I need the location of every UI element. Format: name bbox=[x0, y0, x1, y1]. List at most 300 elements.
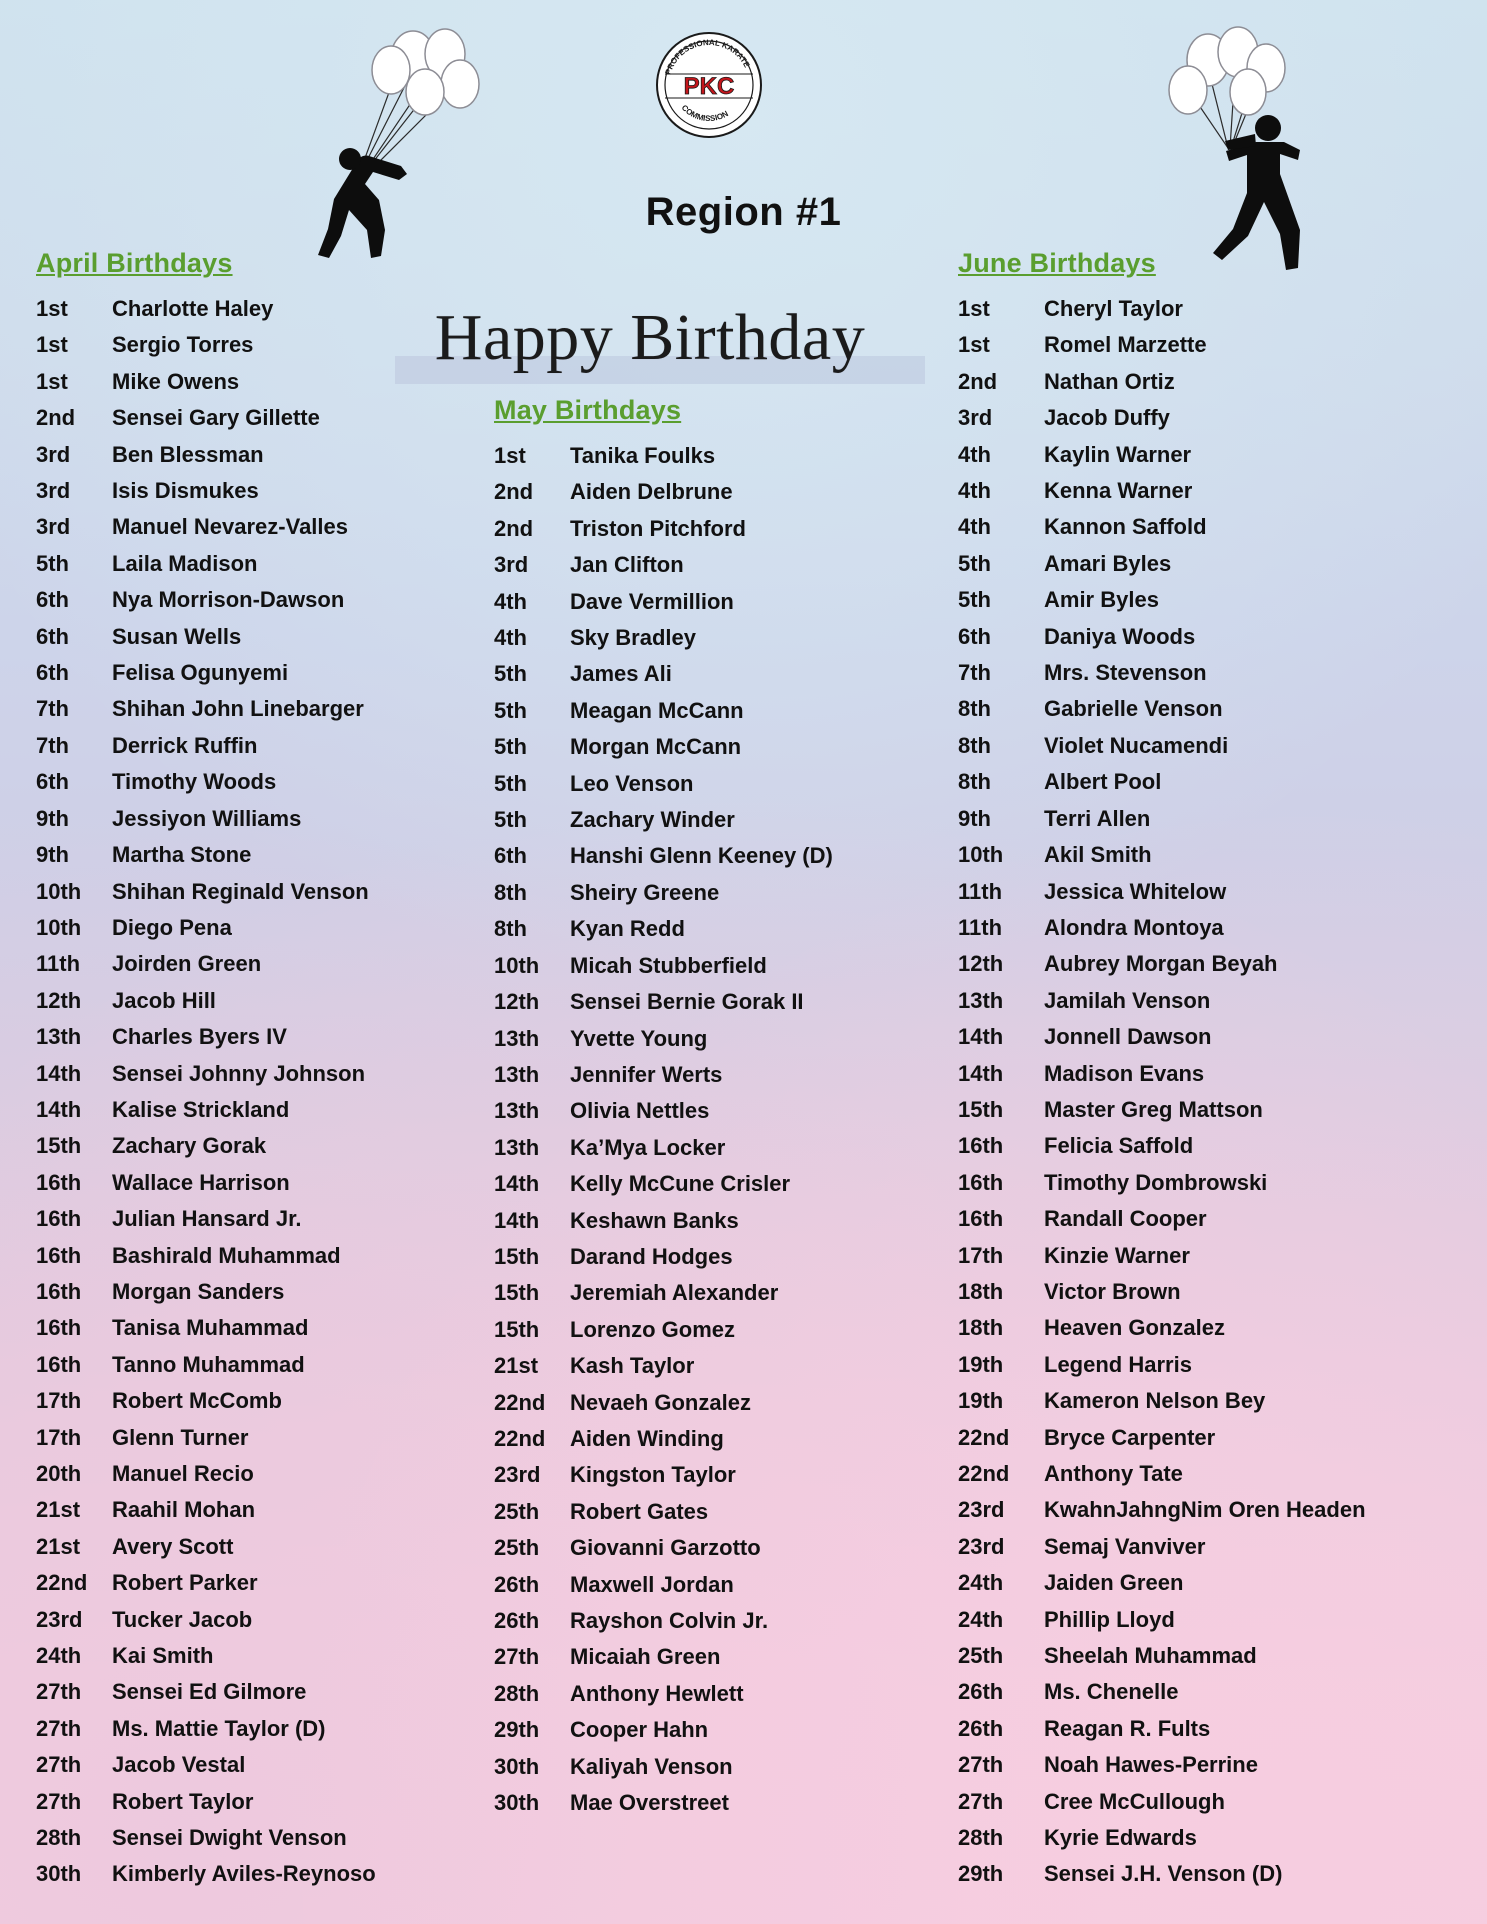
birthday-name: Legend Harris bbox=[1044, 1351, 1192, 1377]
birthday-entry bbox=[958, 509, 1478, 545]
birthday-name: Leo Venson bbox=[570, 770, 694, 796]
birthday-name: Ka’Mya Locker bbox=[570, 1134, 726, 1160]
birthday-name: Sergio Torres bbox=[112, 332, 254, 358]
birthday-day: 10th bbox=[958, 842, 1004, 868]
birthday-day: 2nd bbox=[494, 515, 534, 541]
birthday-name: Charles Byers IV bbox=[112, 1024, 287, 1050]
birthday-day: 12th bbox=[36, 987, 82, 1013]
birthday-day: 13th bbox=[958, 987, 1004, 1013]
birthday-name: Diego Pena bbox=[112, 914, 232, 940]
birthday-entry bbox=[36, 1347, 506, 1383]
column-may bbox=[494, 395, 964, 1821]
birthday-day: 11th bbox=[958, 914, 1003, 940]
birthday-day: 10th bbox=[36, 914, 82, 940]
birthday-day: 8th bbox=[494, 916, 527, 942]
birthday-day: 11th bbox=[36, 951, 81, 977]
birthday-name: Charlotte Haley bbox=[112, 296, 274, 321]
birthday-entry bbox=[958, 1201, 1478, 1237]
pkc-logo-icon bbox=[639, 30, 779, 140]
birthday-day: 9th bbox=[36, 805, 69, 831]
birthday-day: 2nd bbox=[494, 479, 534, 505]
birthday-entry bbox=[494, 474, 964, 510]
birthday-entry bbox=[494, 1712, 964, 1748]
birthday-entry bbox=[494, 656, 964, 692]
birthday-entry bbox=[36, 1456, 506, 1492]
birthday-entry bbox=[36, 874, 506, 910]
birthday-entry bbox=[958, 1492, 1478, 1528]
birthday-day: 16th bbox=[36, 1242, 82, 1268]
birthday-day: 7th bbox=[36, 732, 69, 758]
birthday-day: 5th bbox=[494, 697, 527, 723]
birthday-day: 15th bbox=[36, 1133, 82, 1159]
birthday-day: 13th bbox=[494, 1025, 540, 1051]
column-april bbox=[36, 248, 506, 1893]
birthday-entry bbox=[36, 728, 506, 764]
birthday-entry bbox=[958, 1420, 1478, 1456]
birthday-name: Joirden Green bbox=[112, 951, 262, 977]
birthday-entry bbox=[494, 984, 964, 1020]
birthday-name: Randall Cooper bbox=[1044, 1206, 1207, 1232]
birthday-name: Noah Hawes-Perrine bbox=[1044, 1752, 1258, 1778]
birthday-entry bbox=[36, 1529, 506, 1565]
birthday-name: Maxwell Jordan bbox=[570, 1571, 734, 1597]
birthday-name: Rayshon Colvin Jr. bbox=[570, 1608, 769, 1633]
birthday-entry bbox=[36, 1565, 506, 1601]
birthday-day: 4th bbox=[958, 441, 991, 467]
birthday-entry bbox=[958, 946, 1478, 982]
column-heading-april: April Birthdays bbox=[36, 248, 233, 278]
birthday-name: Anthony Tate bbox=[1044, 1461, 1183, 1486]
birthday-name: Sensei Gary Gillette bbox=[112, 405, 320, 431]
birthday-entry bbox=[36, 619, 506, 655]
birthday-entry bbox=[494, 1421, 964, 1457]
birthday-entry bbox=[36, 1784, 506, 1820]
birthday-name: Heaven Gonzalez bbox=[1044, 1315, 1225, 1341]
birthday-day: 25th bbox=[958, 1643, 1004, 1669]
birthday-name: Kash Taylor bbox=[570, 1353, 695, 1379]
birthday-name: Jessica Whitelow bbox=[1044, 878, 1227, 904]
birthday-entry bbox=[958, 983, 1478, 1019]
birthday-entry bbox=[958, 910, 1478, 946]
birthday-entry bbox=[958, 764, 1478, 800]
birthday-entry bbox=[36, 946, 506, 982]
birthday-entry bbox=[36, 655, 506, 691]
birthday-entry bbox=[494, 766, 964, 802]
birthday-entry bbox=[36, 1747, 506, 1783]
birthday-name: Jaiden Green bbox=[1044, 1570, 1184, 1596]
birthday-entry bbox=[36, 1674, 506, 1710]
birthday-entry bbox=[958, 1529, 1478, 1565]
birthday-name: Cree McCullough bbox=[1044, 1788, 1225, 1814]
birthday-entry bbox=[958, 801, 1478, 837]
birthday-day: 26th bbox=[494, 1571, 540, 1597]
birthday-name: Keshawn Banks bbox=[570, 1207, 739, 1233]
birthday-name: Sheelah Muhammad bbox=[1044, 1643, 1257, 1669]
column-heading-june: June Birthdays bbox=[958, 248, 1156, 278]
birthday-entry bbox=[494, 438, 964, 474]
birthday-name: Felisa Ogunyemi bbox=[112, 660, 289, 686]
birthday-day: 9th bbox=[36, 842, 69, 868]
birthday-entry bbox=[958, 837, 1478, 873]
birthday-name: Terri Allen bbox=[1044, 805, 1151, 831]
birthday-day: 15th bbox=[494, 1243, 540, 1269]
birthday-day: 6th bbox=[36, 769, 69, 795]
birthday-name: Alondra Montoya bbox=[1044, 914, 1224, 940]
birthday-entry bbox=[494, 1348, 964, 1384]
birthday-entry bbox=[36, 1056, 506, 1092]
birthday-name: Kameron Nelson Bey bbox=[1044, 1388, 1266, 1414]
birthday-day: 27th bbox=[36, 1788, 82, 1814]
birthday-name: Sensei Johnny Johnson bbox=[112, 1060, 366, 1086]
birthday-entry bbox=[494, 1021, 964, 1057]
birthday-day: 16th bbox=[36, 1278, 82, 1304]
birthday-name: Kai Smith bbox=[112, 1643, 214, 1669]
birthday-day: 3rd bbox=[958, 405, 993, 431]
birthday-entry bbox=[36, 1492, 506, 1528]
birthday-day: 22nd bbox=[958, 1424, 1010, 1450]
birthday-day: 14th bbox=[36, 1060, 82, 1086]
birthday-entry bbox=[36, 473, 506, 509]
birthday-name: Tanika Foulks bbox=[570, 443, 716, 468]
svg-text:COMMISSION: COMMISSION bbox=[679, 103, 730, 124]
birthday-entry bbox=[958, 1784, 1478, 1820]
birthday-entry bbox=[36, 364, 506, 400]
birthday-entry bbox=[494, 1494, 964, 1530]
birthday-day: 4th bbox=[958, 478, 991, 504]
birthday-day: 22nd bbox=[958, 1461, 1010, 1486]
birthday-day: 6th bbox=[36, 660, 69, 686]
birthday-entry bbox=[494, 729, 964, 765]
birthday-day: 23rd bbox=[958, 1533, 1005, 1559]
birthday-entry bbox=[494, 802, 964, 838]
birthday-name: KwahnJahngNim Oren Headen bbox=[1044, 1497, 1366, 1523]
birthday-day: 15th bbox=[958, 1096, 1004, 1122]
happy-birthday-heading: Happy Birthday bbox=[434, 301, 866, 374]
birthday-name: Jacob Duffy bbox=[1044, 405, 1170, 431]
birthday-entry bbox=[958, 1711, 1478, 1747]
birthday-day: 3rd bbox=[36, 441, 71, 467]
birthday-name: Zachary Winder bbox=[570, 807, 735, 833]
birthday-name: Ms. Chenelle bbox=[1044, 1679, 1179, 1705]
birthday-entry bbox=[958, 1674, 1478, 1710]
birthday-entry bbox=[36, 1638, 506, 1674]
birthday-entry bbox=[36, 1420, 506, 1456]
birthday-day: 10th bbox=[36, 878, 82, 904]
birthday-day: 6th bbox=[958, 623, 991, 649]
birthday-day: 2nd bbox=[36, 405, 76, 431]
birthday-day: 1st bbox=[36, 368, 68, 394]
birthday-entry bbox=[36, 437, 506, 473]
birthday-name: Timothy Woods bbox=[112, 769, 277, 795]
birthday-day: 9th bbox=[958, 805, 991, 831]
entry-list-may bbox=[494, 438, 964, 1821]
birthday-name: Derrick Ruffin bbox=[112, 732, 258, 758]
birthday-entry bbox=[494, 620, 964, 656]
birthday-entry bbox=[958, 1856, 1478, 1892]
birthday-day: 16th bbox=[36, 1351, 82, 1377]
birthday-entry bbox=[958, 1602, 1478, 1638]
birthday-name: Master Greg Mattson bbox=[1044, 1096, 1263, 1122]
birthday-entry bbox=[494, 1749, 964, 1785]
birthday-day: 18th bbox=[958, 1278, 1004, 1304]
birthday-day: 2nd bbox=[958, 368, 998, 394]
birthday-name: Shihan John Linebarger bbox=[112, 696, 364, 722]
birthday-name: Zachary Gorak bbox=[112, 1133, 267, 1159]
birthday-name: Sensei J.H. Venson (D) bbox=[1044, 1861, 1283, 1887]
birthday-entry bbox=[36, 1310, 506, 1346]
birthday-name: Micah Stubberfield bbox=[570, 952, 767, 978]
birthday-entry bbox=[958, 364, 1478, 400]
birthday-entry bbox=[494, 1639, 964, 1675]
birthday-name: Kaliyah Venson bbox=[570, 1753, 733, 1779]
birthday-day: 8th bbox=[958, 769, 991, 795]
birthday-day: 4th bbox=[494, 588, 527, 614]
birthday-day: 17th bbox=[36, 1388, 82, 1414]
entry-list-april bbox=[36, 291, 506, 1893]
birthday-name: Triston Pitchford bbox=[570, 515, 746, 541]
birthday-day: 12th bbox=[494, 989, 540, 1015]
birthday-day: 5th bbox=[36, 550, 69, 576]
birthday-day: 14th bbox=[958, 1024, 1004, 1050]
birthday-day: 8th bbox=[958, 732, 991, 758]
entry-list-june bbox=[958, 291, 1478, 1893]
birthday-day: 7th bbox=[36, 696, 69, 722]
birthday-day: 11th bbox=[958, 878, 1003, 904]
svg-text:PKC: PKC bbox=[683, 73, 735, 100]
birthday-day: 21st bbox=[494, 1353, 539, 1379]
birthday-name: Kaylin Warner bbox=[1044, 441, 1192, 467]
birthday-entry bbox=[36, 1711, 506, 1747]
birthday-day: 16th bbox=[36, 1206, 82, 1232]
birthday-day: 10th bbox=[494, 952, 540, 978]
birthday-entry bbox=[958, 1310, 1478, 1346]
birthday-entry bbox=[36, 1383, 506, 1419]
birthday-entry bbox=[36, 1820, 506, 1856]
birthday-entry bbox=[494, 1166, 964, 1202]
birthday-day: 21st bbox=[36, 1497, 81, 1523]
birthday-entry bbox=[36, 837, 506, 873]
birthday-name: Manuel Recio bbox=[112, 1461, 254, 1486]
birthday-day: 19th bbox=[958, 1351, 1004, 1377]
birthday-entry bbox=[494, 948, 964, 984]
birthday-entry bbox=[36, 1602, 506, 1638]
birthday-name: Tucker Jacob bbox=[112, 1606, 253, 1632]
birthday-name: James Ali bbox=[570, 661, 672, 687]
birthday-name: Tanno Muhammad bbox=[112, 1351, 305, 1377]
birthday-day: 17th bbox=[958, 1242, 1004, 1268]
birthday-entry bbox=[36, 509, 506, 545]
birthday-day: 23rd bbox=[494, 1462, 541, 1488]
birthday-day: 27th bbox=[958, 1752, 1004, 1778]
birthday-entry bbox=[494, 1785, 964, 1821]
birthday-day: 27th bbox=[494, 1644, 540, 1670]
birthday-name: Micaiah Green bbox=[570, 1644, 721, 1670]
birthday-day: 18th bbox=[958, 1315, 1004, 1341]
birthday-entry bbox=[36, 1201, 506, 1237]
birthday-entry bbox=[494, 547, 964, 583]
birthday-day: 16th bbox=[36, 1169, 82, 1195]
birthday-day: 29th bbox=[958, 1861, 1004, 1887]
birthday-name: Bashirald Muhammad bbox=[112, 1242, 341, 1268]
birthday-day: 3rd bbox=[494, 552, 529, 578]
birthday-day: 28th bbox=[958, 1825, 1004, 1851]
birthday-entry bbox=[958, 728, 1478, 764]
birthday-entry bbox=[958, 1128, 1478, 1164]
birthday-name: Timothy Dombrowski bbox=[1044, 1169, 1268, 1195]
page-title: Region #1 bbox=[645, 190, 842, 234]
column-june bbox=[958, 248, 1478, 1893]
birthday-day: 1st bbox=[36, 332, 68, 358]
birthday-day: 14th bbox=[494, 1207, 540, 1233]
birthday-entry bbox=[494, 1676, 964, 1712]
birthday-name: Jessiyon Williams bbox=[112, 805, 302, 831]
birthday-name: Nathan Ortiz bbox=[1044, 368, 1175, 394]
birthday-day: 23rd bbox=[958, 1497, 1005, 1523]
birthday-name: Amari Byles bbox=[1044, 550, 1172, 576]
svg-text:PROFESSIONAL KARATE: PROFESSIONAL KARATE bbox=[663, 37, 752, 76]
birthday-day: 3rd bbox=[36, 478, 71, 504]
birthday-name: Jamilah Venson bbox=[1044, 987, 1211, 1013]
birthday-day: 13th bbox=[494, 1098, 540, 1124]
birthday-name: Jan Clifton bbox=[570, 552, 684, 578]
birthday-entry bbox=[958, 1347, 1478, 1383]
birthday-entry bbox=[494, 511, 964, 547]
birthday-name: Kenna Warner bbox=[1044, 478, 1193, 504]
birthday-entry bbox=[494, 1385, 964, 1421]
birthday-day: 8th bbox=[494, 879, 527, 905]
birthday-entry bbox=[494, 1603, 964, 1639]
birthday-entry bbox=[494, 1312, 964, 1348]
birthday-day: 16th bbox=[958, 1169, 1004, 1195]
birthday-name: Jonnell Dawson bbox=[1044, 1024, 1212, 1050]
birthday-name: Semaj Vanviver bbox=[1044, 1533, 1206, 1559]
birthday-name: Sensei Bernie Gorak II bbox=[570, 989, 804, 1015]
birthday-entry bbox=[958, 1747, 1478, 1783]
birthday-entry bbox=[36, 291, 506, 327]
birthday-day: 26th bbox=[958, 1715, 1004, 1741]
birthday-day: 24th bbox=[36, 1643, 82, 1669]
birthday-name: Morgan Sanders bbox=[112, 1278, 285, 1304]
birthday-day: 21st bbox=[36, 1533, 81, 1559]
birthday-day: 15th bbox=[494, 1280, 540, 1306]
birthday-entry bbox=[494, 838, 964, 874]
birthday-entry bbox=[958, 400, 1478, 436]
birthday-name: Kimberly Aviles-Reynoso bbox=[112, 1861, 376, 1887]
birthday-name: Daniya Woods bbox=[1044, 623, 1196, 649]
birthday-name: Jennifer Werts bbox=[570, 1061, 723, 1087]
birthday-name: Sheiry Greene bbox=[570, 879, 720, 905]
column-heading-may: May Birthdays bbox=[494, 395, 682, 425]
birthday-day: 16th bbox=[958, 1133, 1004, 1159]
birthday-entry bbox=[494, 1275, 964, 1311]
birthday-entry bbox=[958, 582, 1478, 618]
birthday-entry bbox=[958, 691, 1478, 727]
birthday-day: 4th bbox=[958, 514, 991, 540]
birthday-day: 25th bbox=[494, 1535, 540, 1561]
birthday-day: 12th bbox=[958, 951, 1004, 977]
birthday-entry bbox=[494, 1057, 964, 1093]
birthday-entry bbox=[958, 1019, 1478, 1055]
birthday-day: 1st bbox=[36, 296, 68, 321]
birthday-entry bbox=[36, 1092, 506, 1128]
birthday-entry bbox=[36, 546, 506, 582]
birthday-entry bbox=[958, 1456, 1478, 1492]
birthday-day: 6th bbox=[36, 587, 69, 613]
birthday-name: Kinzie Warner bbox=[1044, 1242, 1190, 1268]
birthday-day: 22nd bbox=[494, 1425, 546, 1451]
birthday-name: Mrs. Stevenson bbox=[1044, 660, 1207, 686]
birthday-entry bbox=[958, 473, 1478, 509]
birthday-name: Robert Taylor bbox=[112, 1788, 254, 1814]
birthday-entry bbox=[958, 546, 1478, 582]
birthday-day: 27th bbox=[36, 1679, 82, 1705]
birthday-entry bbox=[36, 910, 506, 946]
birthday-name: Manuel Nevarez-Valles bbox=[112, 514, 349, 540]
birthday-entry bbox=[494, 911, 964, 947]
birthday-entry bbox=[958, 1638, 1478, 1674]
birthday-day: 7th bbox=[958, 660, 991, 686]
birthday-name: Madison Evans bbox=[1044, 1060, 1205, 1086]
birthday-day: 5th bbox=[494, 661, 527, 687]
birthday-day: 5th bbox=[494, 770, 527, 796]
birthday-entry bbox=[958, 1274, 1478, 1310]
birthday-name: Jeremiah Alexander bbox=[570, 1280, 779, 1306]
birthday-day: 19th bbox=[958, 1388, 1004, 1414]
birthday-day: 20th bbox=[36, 1461, 82, 1486]
birthday-day: 22nd bbox=[494, 1389, 546, 1415]
birthday-entry bbox=[494, 1203, 964, 1239]
birthday-day: 22nd bbox=[36, 1570, 88, 1596]
birthday-day: 1st bbox=[958, 332, 990, 358]
birthday-entry bbox=[36, 400, 506, 436]
birthday-entry bbox=[36, 691, 506, 727]
birthday-entry bbox=[958, 291, 1478, 327]
birthday-name: Kyrie Edwards bbox=[1044, 1825, 1197, 1851]
birthday-name: Akil Smith bbox=[1044, 842, 1152, 868]
birthday-entry bbox=[958, 655, 1478, 691]
birthday-name: Raahil Mohan bbox=[112, 1497, 256, 1523]
birthday-day: 13th bbox=[36, 1024, 82, 1050]
birthday-name: Victor Brown bbox=[1044, 1278, 1181, 1304]
birthday-name: Violet Nucamendi bbox=[1044, 732, 1229, 758]
birthday-name: Aubrey Morgan Beyah bbox=[1044, 951, 1278, 977]
birthday-day: 8th bbox=[958, 696, 991, 722]
birthday-name: Cooper Hahn bbox=[570, 1717, 709, 1743]
birthday-name: Robert Gates bbox=[570, 1498, 709, 1524]
birthday-entry bbox=[958, 874, 1478, 910]
birthday-name: Jacob Hill bbox=[112, 987, 216, 1013]
birthday-entry bbox=[494, 1567, 964, 1603]
birthday-name: Martha Stone bbox=[112, 842, 252, 868]
birthday-day: 26th bbox=[958, 1679, 1004, 1705]
birthday-name: Felicia Saffold bbox=[1044, 1133, 1194, 1159]
birthday-name: Sensei Ed Gilmore bbox=[112, 1679, 307, 1705]
birthday-name: Hanshi Glenn Keeney (D) bbox=[570, 843, 833, 869]
birthday-entry bbox=[36, 983, 506, 1019]
birthday-name: Glenn Turner bbox=[112, 1424, 249, 1450]
birthday-name: Aiden Delbrune bbox=[570, 479, 733, 505]
birthday-day: 28th bbox=[36, 1825, 82, 1851]
birthday-name: Reagan R. Fults bbox=[1044, 1715, 1211, 1741]
birthday-entry bbox=[958, 1056, 1478, 1092]
birthday-name: Gabrielle Venson bbox=[1044, 696, 1223, 722]
birthday-day: 4th bbox=[494, 625, 527, 651]
birthday-day: 5th bbox=[958, 550, 991, 576]
birthday-day: 13th bbox=[494, 1134, 540, 1160]
birthday-entry bbox=[36, 1274, 506, 1310]
birthday-name: Tanisa Muhammad bbox=[112, 1315, 309, 1341]
birthday-name: Phillip Lloyd bbox=[1044, 1606, 1175, 1632]
